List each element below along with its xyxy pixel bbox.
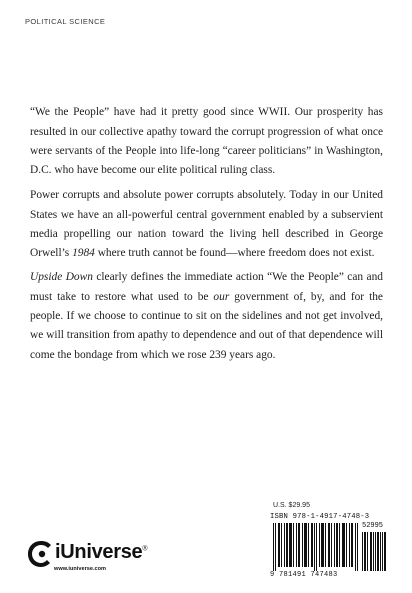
blurb-text: Power corrupts and absolute power corrupts absolutely. Today in our United States we have an all-powerful central government enabled by a subservient media propelling our nation toward the living hell described in George Orwell’s — [30, 189, 383, 260]
barcode-panel — [270, 513, 387, 581]
barcode-addon-bars — [362, 532, 386, 571]
category-label: POLITICAL SCIENCE — [25, 17, 106, 26]
publisher-name-text: iUniverse — [55, 541, 143, 563]
registered-mark: ® — [142, 545, 148, 553]
price-label: U.S. $29.95 — [273, 502, 310, 509]
emphasis-our: our — [213, 290, 230, 303]
blurb-text: clearly defines the immediate action “We the People” can and must take to restore what used to be — [30, 271, 383, 303]
blurb-paragraph-2 — [30, 186, 383, 263]
book-title-upside-down: Upside Down — [30, 271, 93, 284]
publisher-logo — [27, 539, 162, 581]
publisher-url: www.iuniverse.com — [54, 566, 107, 572]
barcode-digits: 9 781491 747483 — [270, 571, 338, 579]
blurb-paragraph-3 — [30, 268, 383, 364]
iuniverse-swirl-icon — [27, 539, 55, 569]
blurb-paragraph-1: “We the People” have had it pretty good since WWII. Our prosperity has resulted in our collective apathy toward the corrupt progression of what once were servants of the People into life-long “career politicians” in Washington, D.C. who have become our elite political ruling class. — [30, 106, 383, 177]
barcode-main-bars — [273, 523, 359, 571]
publisher-name — [55, 541, 147, 564]
blurb-text: where truth cannot be found—where freedom does not exist. — [94, 247, 375, 260]
book-title-1984: 1984 — [72, 247, 95, 260]
barcode-addon-number: 52995 — [362, 522, 384, 530]
blurb-text: government of, by, and for the people. If we choose to continue to sit on the sidelines and not get involved, we will transition from apathy to dependence and out of that dependence will come the bondage from which we rose 239 years ago. — [30, 290, 383, 361]
isbn-text: ISBN 978-1-4917-4748-3 — [270, 513, 370, 521]
